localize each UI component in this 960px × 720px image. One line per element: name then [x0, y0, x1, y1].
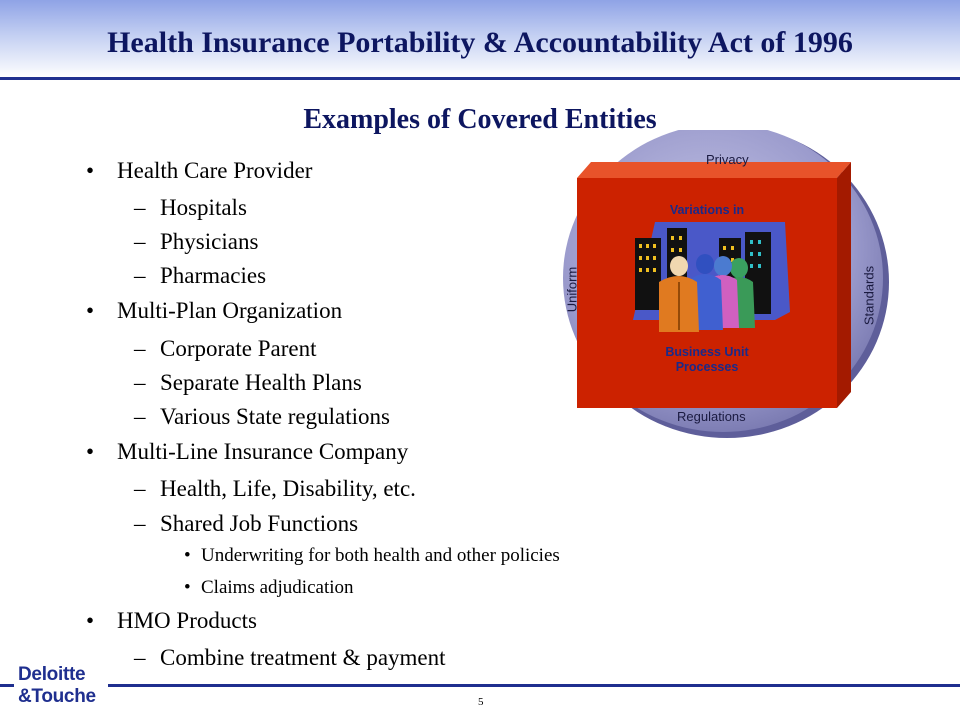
- business-people-icon: [659, 254, 755, 332]
- dash-marker: –: [134, 404, 146, 429]
- list-item: HMO Products: [117, 608, 257, 633]
- dash-marker: –: [134, 263, 146, 288]
- list-item: Separate Health Plans: [160, 370, 362, 395]
- label-privacy: Privacy: [706, 152, 749, 167]
- list-item: Shared Job Functions: [160, 511, 359, 536]
- bullet-marker: •: [86, 158, 95, 183]
- logo-line-1: Deloitte: [18, 664, 86, 685]
- bullet-marker: •: [184, 545, 191, 566]
- label-regulations: Regulations: [677, 409, 746, 424]
- box-label-business-unit: Business Unit: [665, 345, 749, 359]
- list-item: Claims adjudication: [201, 577, 354, 598]
- box-side-face: [837, 162, 851, 408]
- dash-marker: –: [134, 370, 146, 395]
- deloitte-touche-logo: [14, 662, 108, 712]
- bullet-marker: •: [184, 577, 191, 598]
- dash-marker: –: [134, 645, 146, 670]
- slide-subtitle: Examples of Covered Entities: [303, 104, 657, 135]
- list-item: Combine treatment & payment: [160, 645, 446, 670]
- list-item: Health Care Provider: [117, 158, 313, 183]
- slide-title: Health Insurance Portability & Accountability Act of 1996: [107, 26, 853, 59]
- dash-marker: –: [134, 195, 146, 220]
- page-number: 5: [478, 696, 484, 708]
- dash-marker: –: [134, 476, 146, 501]
- list-item: Multi-Plan Organization: [117, 298, 343, 323]
- logo-line-2: &Touche: [18, 686, 96, 707]
- dash-marker: –: [134, 511, 146, 536]
- list-item: Physicians: [160, 229, 259, 254]
- box-label-variations: Variations in: [669, 203, 745, 217]
- list-item: Multi-Line Insurance Company: [117, 439, 409, 464]
- list-item: Hospitals: [160, 195, 247, 220]
- bullet-marker: •: [86, 298, 95, 323]
- dash-marker: –: [134, 336, 146, 361]
- bullet-marker: •: [86, 608, 95, 633]
- label-standards: Standards: [861, 265, 877, 326]
- dash-marker: –: [134, 229, 146, 254]
- list-item: Various State regulations: [160, 404, 390, 429]
- list-item: Pharmacies: [160, 263, 267, 288]
- list-item: Corporate Parent: [160, 336, 317, 361]
- bullet-marker: •: [86, 439, 95, 464]
- covered-entities-diagram: [555, 130, 900, 445]
- footer-rule: [0, 684, 960, 687]
- diagram-graphic: [555, 130, 900, 445]
- label-uniform: Uniform: [564, 266, 580, 313]
- list-item: Underwriting for both health and other policies: [201, 545, 560, 566]
- box-label-processes: Processes: [675, 360, 739, 374]
- building-icon: [635, 238, 661, 310]
- list-item: Health, Life, Disability, etc.: [160, 476, 416, 501]
